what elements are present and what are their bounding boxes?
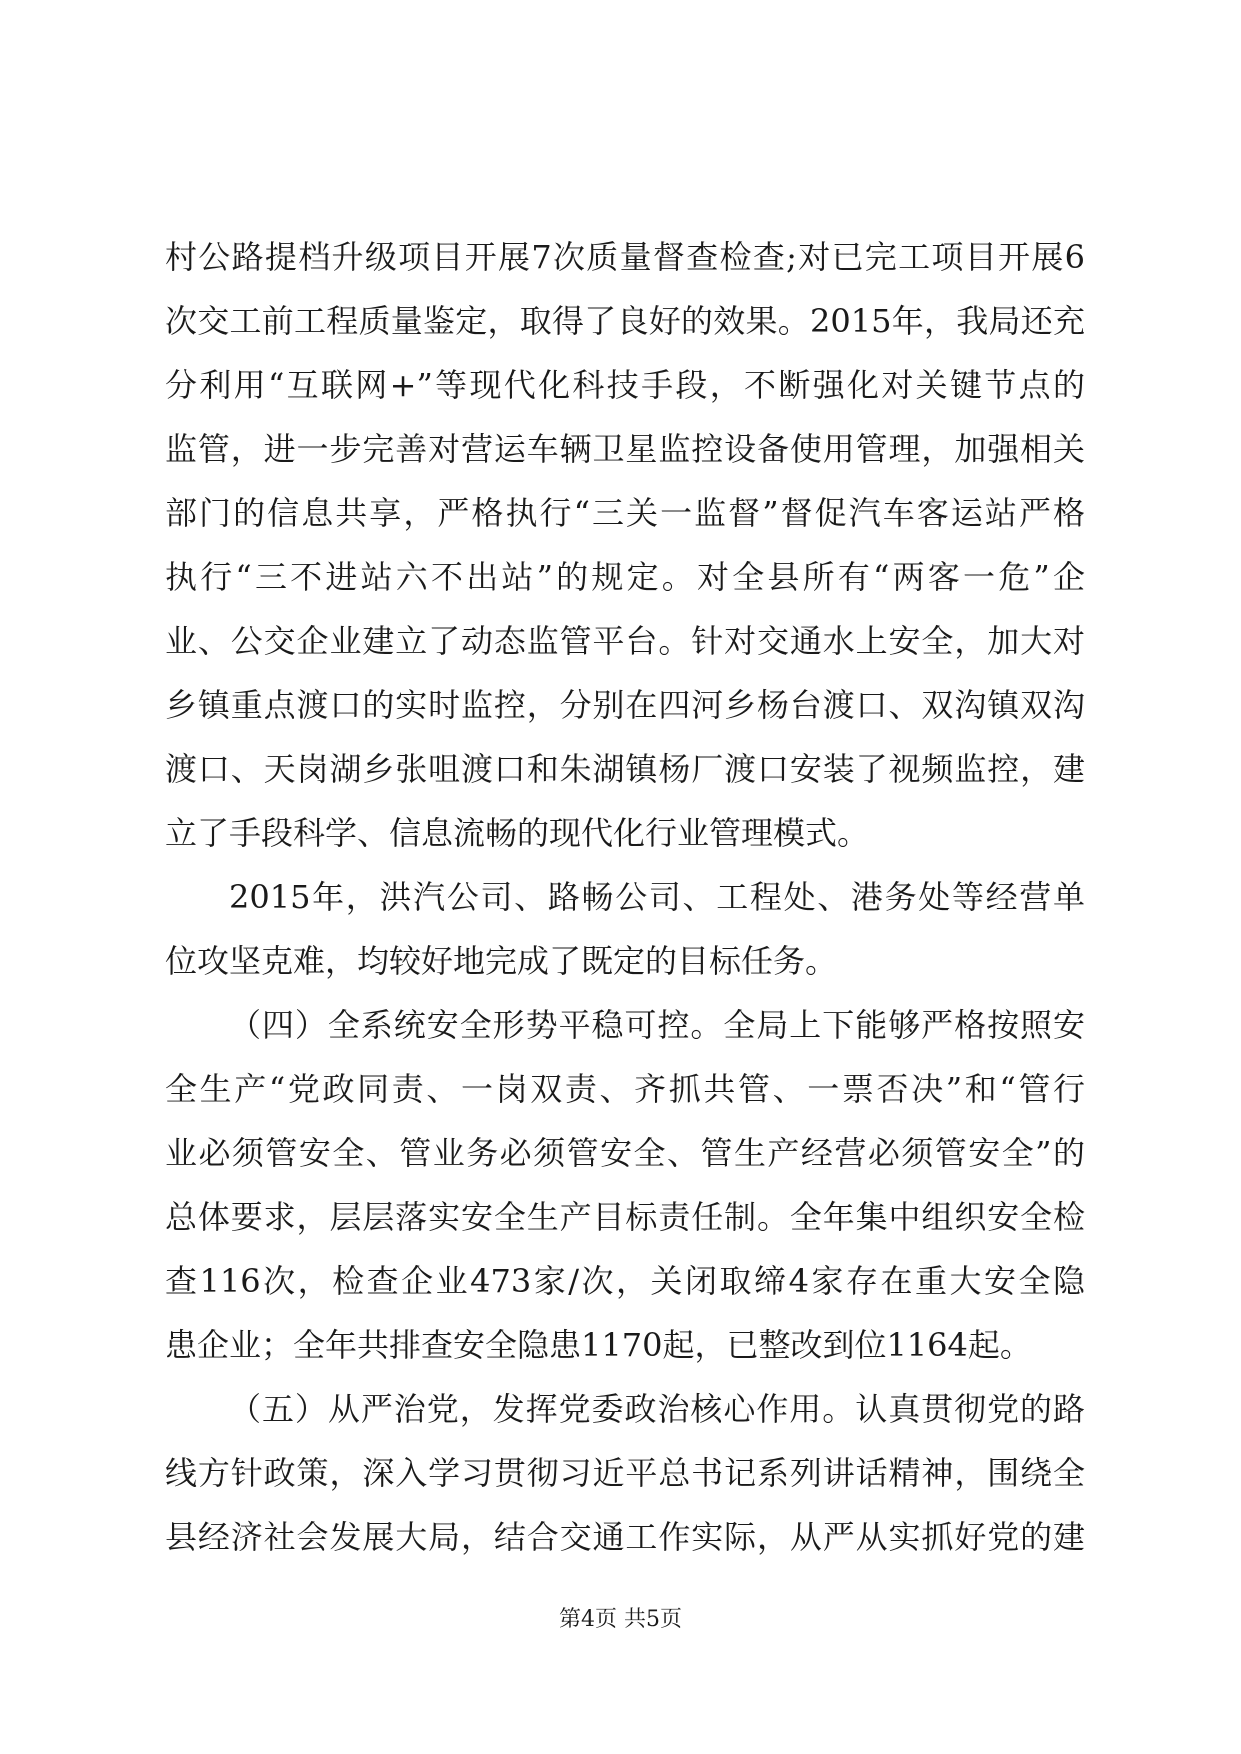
text-line: 执行“三不进站六不出站”的规定。对全县所有“两客一危”企 [165,558,1085,596]
section-heading-line: （四）全系统安全形势平稳可控。全局上下能够严格按照安 [229,1006,1085,1044]
paragraph-first-line: 2015年，洪汽公司、路畅公司、工程处、港务处等经营单 [229,878,1085,916]
text-line: 部门的信息共享，严格执行“三关一监督”督促汽车客运站严格 [165,494,1085,532]
page-number-footer: 第4页 共5页 [559,1607,682,1632]
section-heading-line: （五）从严治党，发挥党委政治核心作用。认真贯彻党的路 [229,1390,1085,1428]
text-line: 分利用“互联网+”等现代化科技手段，不断强化对关键节点的 [165,366,1085,404]
document-body [165,225,1085,1569]
text-line: 县经济社会发展大局，结合交通工作实际，从严从实抓好党的建 [165,1518,1085,1556]
text-line: 渡口、天岗湖乡张咀渡口和朱湖镇杨厂渡口安装了视频监控，建 [165,750,1085,788]
text-line: 业、公交企业建立了动态监管平台。针对交通水上安全，加大对 [165,622,1085,660]
text-line: 村公路提档升级项目开展7次质量督查检查;对已完工项目开展6 [165,238,1085,276]
text-line: 查116次，检查企业473家/次，关闭取缔4家存在重大安全隐 [165,1262,1085,1300]
text-line: 立了手段科学、信息流畅的现代化行业管理模式。 [165,814,870,852]
text-line: 乡镇重点渡口的实时监控，分别在四河乡杨台渡口、双沟镇双沟 [165,686,1085,724]
text-line: 次交工前工程质量鉴定，取得了良好的效果。2015年，我局还充 [165,302,1085,340]
text-line: 全生产“党政同责、一岗双责、齐抓共管、一票否决”和“管行 [165,1070,1085,1108]
text-line: 线方针政策，深入学习贯彻习近平总书记系列讲话精神，围绕全 [165,1454,1085,1492]
text-line: 监管，进一步完善对营运车辆卫星监控设备使用管理，加强相关 [165,430,1085,468]
text-line: 患企业；全年共排查安全隐患1170起，已整改到位1164起。 [165,1326,1032,1364]
text-line: 位攻坚克难，均较好地完成了既定的目标任务。 [165,942,838,980]
text-line: 总体要求，层层落实安全生产目标责任制。全年集中组织安全检 [165,1198,1085,1236]
text-line: 业必须管安全、管业务必须管安全、管生产经营必须管安全”的 [165,1134,1085,1172]
